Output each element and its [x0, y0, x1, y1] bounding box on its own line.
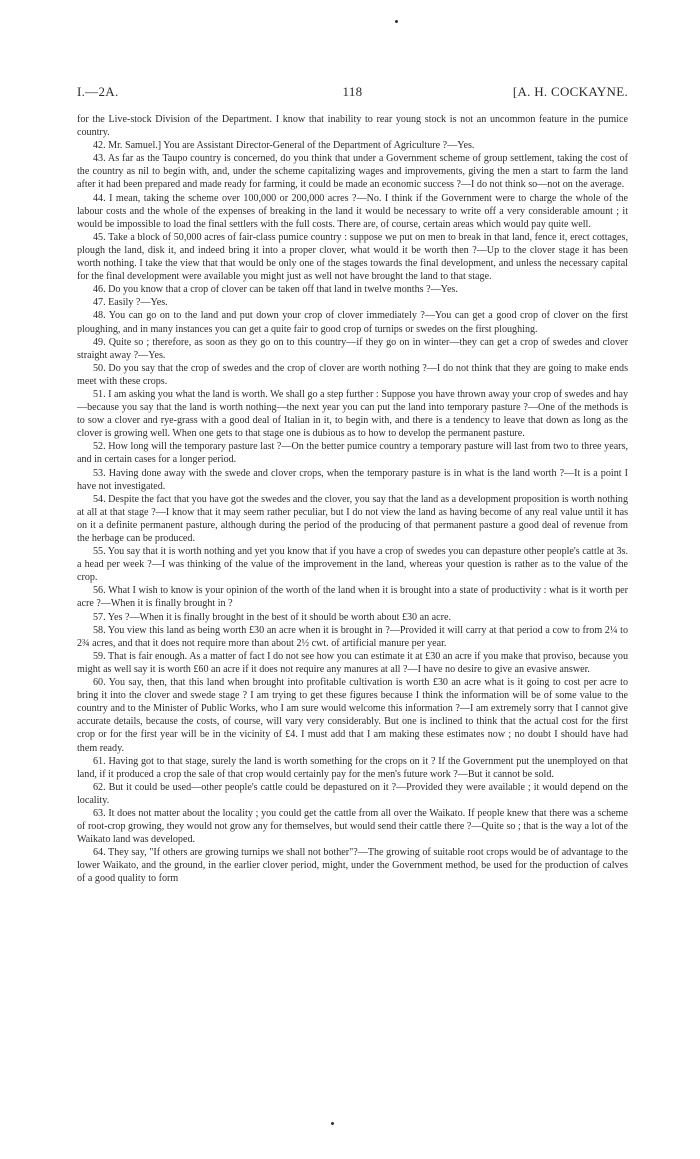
paragraph-47: 47. Easily ?—Yes. [93, 297, 168, 309]
paragraph-64: 64. They say, "If others are growing turnips we shall not bother"?—The growing of suitable root crops would be of advantage to the lower Waikato, and the ground, in the earlier clover period, might, under the Government method, be used for the production of calves of a good quality to form [77, 847, 628, 885]
paragraph-62: 62. But it could be used—other people's cattle could be depastured on it ?—Provided they were available ; it would depend on the locality. [77, 781, 628, 806]
paragraph-63: 63. It does not matter about the locality ; you could get the cattle from all over the Waikato. If people knew that there was a scheme of root-crop growing, they would not grow any for themselves, but would send their cattle there ?—Quite so ; that is the way a lot of the Waikato land was developed. [77, 807, 628, 846]
page-number: 118 [342, 84, 363, 99]
paragraph-continuation: for the Live-stock Division of the Department. I know that inability to rear young stock is not an uncommon feature in the pumice country. [77, 114, 628, 139]
paragraph-60: 60. You say, then, that this land when brought into profitable cultivation is worth £30 an acre what is it going to cost per acre to bring it into the clover and swede stage ? I am trying to get these figures because I think the information will be of some value to the country and to the Minister of Public Works, who I am sure would welcome this information ?—I am extremely sorry that I cannot give accurate details, because the costs, of course, will vary very considerably. But one is inclined to think that the actual cost for the first crop or for the first year will be in the vicinity of £4. I must add that I am making these estimates now ; no doubt I should have had them ready. [77, 677, 628, 754]
paragraph-58: 58. You view this land as being worth £30 an acre when it is brought in ?—Provided it will carry at that period a cow to from 2¼ to 2¾ acres, and that it does not require more than about 2½ cwt. of artificial manure per year. [77, 624, 628, 649]
paragraph-48: 48. You can go on to the land and put down your crop of clover immediately ?—You can get a good crop of clover on the first ploughing, and in many instances you can get a quite fair to good crop of turnips or swedes on the first ploughing. [77, 310, 628, 335]
paragraph-51: 51. I am asking you what the land is worth. We shall go a step further : Suppose you have thrown away your crop of swedes and hay—because you say that the land is worth nothing—the next year you can put the land into temporary pasture ?—One of the methods is to sow a clover and rye-grass with a good deal of Italian in it, to begin with, and there is a tendency to leave that down as long as the clover is growing well. When one gets to that stage one is dubious as to how to develop the permanent pasture. [77, 388, 628, 440]
bottom-mark [331, 1122, 334, 1125]
document-body [77, 113, 628, 886]
paragraph-52: 52. How long will the temporary pasture last ?—On the better pumice country a temporary pasture will last from two to three years, and in certain cases for a longer period. [77, 441, 628, 466]
section-reference: I.—2A. [77, 84, 119, 99]
paragraph-44: 44. I mean, taking the scheme over 100,000 or 200,000 acres ?—No. I think if the Government were to charge the whole of the labour costs and the whole of the expenses of breaking in the land it would be necessary to write off a very considerable amount ; it would be impossible to load the final settlers with the full costs. There are, of course, certain areas which would pay quite well. [77, 192, 628, 230]
witness-name: [A. H. COCKAYNE. [512, 84, 628, 99]
paragraph-45: 45. Take a block of 50,000 acres of fair-class pumice country : suppose we put on men to break in that land, fence it, erect cottages, plough the land, disk it, and indeed bring it into a proper clover, what would it be worth then ?—Up to the clover stage it has been worth nothing. I take the view that that would be only one of the stages towards the final development, and unless the necessary capital for the final development were available you might just as well not have brought the land to that stage. [77, 231, 628, 283]
top-mark [395, 20, 398, 23]
paragraph-59: 59. That is fair enough. As a matter of fact I do not see how you can estimate it at £30 an acre if you make that proviso, because you might as well say it is worth £60 an acre if it does not require any manures at all ?—I have no desire to give an evasive answer. [77, 650, 628, 675]
paragraph-61: 61. Having got to that stage, surely the land is worth something for the crops on it ? If the Government put the unemployed on that land, if it produced a crop the sale of that crop would certainly pay for the men's future work ?—But it cannot be sold. [77, 755, 628, 780]
paragraph-56: 56. What I wish to know is your opinion of the worth of the land when it is brought into a state of productivity : what is it worth per acre ?—When it is finally brought in ? [77, 585, 628, 610]
paragraph-54: 54. Despite the fact that you have got the swedes and the clover, you say that the land as a development proposition is worth nothing at all at that stage ?—I know that it may seem rather peculiar, but I do not view the land as having become of any real value until it has on it a definite permanent pasture, although during the period of the producing of that permanent pasture a good deal of revenue from the herbage can be produced. [77, 493, 628, 544]
paragraph-57: 57. Yes ?—When it is finally brought in the best of it should be worth about £30 an acre. [93, 611, 451, 623]
paragraph-55: 55. You say that it is worth nothing and yet you know that if you have a crop of swedes you can depasture other people's cattle at 3s. a head per week ?—I was thinking of the value of the improvement in the land, whereas your question is rather as to the value of the crop. [77, 546, 628, 584]
paragraph-50: 50. Do you say that the crop of swedes and the crop of clover are worth nothing ?—I do not think that they are going to make ends meet with these crops. [77, 362, 628, 387]
paragraph-42: 42. Mr. Samuel.] You are Assistant Director-General of the Department of Agriculture ?—Yes. [93, 140, 475, 152]
paragraph-53: 53. Having done away with the swede and clover crops, when the temporary pasture is in what is the land worth ?—It is a point I have not investigated. [77, 467, 628, 492]
paragraph-43: 43. As far as the Taupo country is concerned, do you think that under a Government scheme of group settlement, taking the cost of the country as nil to begin with, and, under the scheme capitalizing wages and improvements, giving the men a start to farm the land after it had been prepared and made ready for farming, it could be made an economic success ?—I do not think so—not on the average. [77, 153, 628, 191]
paragraph-49: 49. Quite so ; therefore, as soon as they go on to this country—if they go on in winter—they can get a crop of swedes and clover straight away ?—Yes. [77, 336, 628, 361]
running-header [77, 84, 628, 102]
paragraph-46: 46. Do you know that a crop of clover can be taken off that land in twelve months ?—Yes. [93, 284, 458, 296]
